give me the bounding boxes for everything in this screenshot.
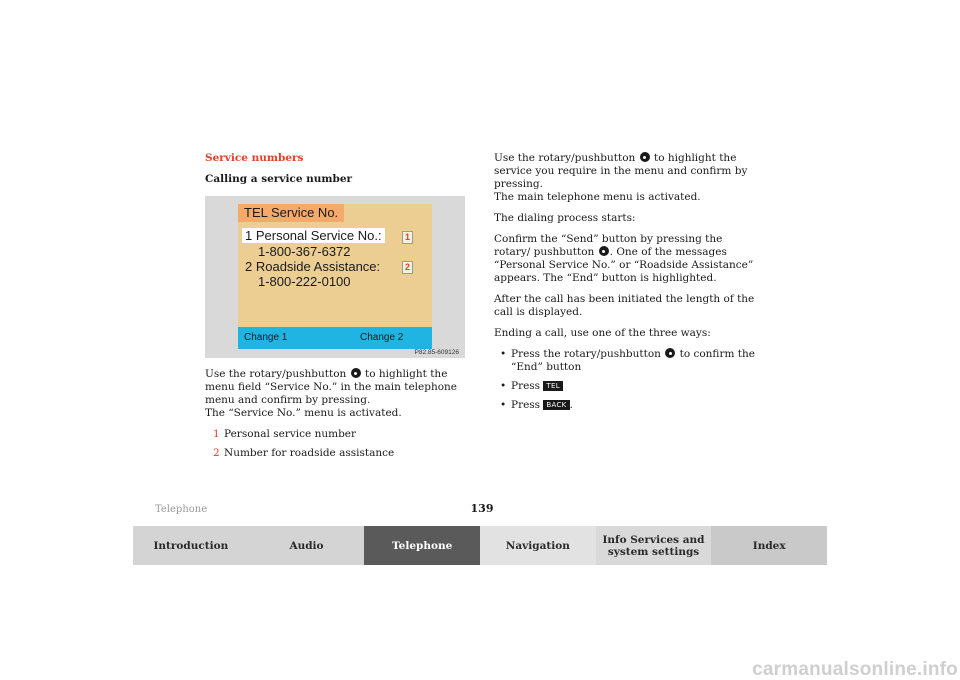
legend-text: Personal service number xyxy=(224,428,357,440)
instruction-paragraph xyxy=(205,368,465,420)
list-item-text: to confirm the “End” button xyxy=(511,348,755,373)
callout-marker-1: 1 xyxy=(402,231,413,244)
legend-number: 2 xyxy=(213,447,220,459)
footer-section-label: Telephone xyxy=(155,504,208,515)
instruction-text-end: to highlight the menu field “Service No.” in the main telephone menu and confirm by pressing. xyxy=(205,368,458,406)
tab-info-services[interactable]: Info Services and system settings xyxy=(596,526,712,565)
menu-item-roadside-assistance: 2 Roadside Assistance: xyxy=(245,259,381,274)
paragraph-confirm-send xyxy=(494,233,756,285)
softkey-change-1: Change 1 xyxy=(244,332,288,343)
tab-navigation[interactable]: Navigation xyxy=(480,526,596,565)
screen-title: TEL Service No. xyxy=(238,204,344,222)
instruction-text-start: Use the rotary/pushbutton xyxy=(205,368,347,380)
rotary-pushbutton-icon xyxy=(665,348,675,358)
paragraph-text: Confirm the “Send” button by pressing the rotary/ pushbutton xyxy=(494,233,723,258)
paragraph-dialing: The dialing process starts: xyxy=(494,212,636,224)
legend-text: Number for roadside assistance xyxy=(224,447,395,459)
subsection-title: Calling a service number xyxy=(205,173,353,185)
tab-audio[interactable]: Audio xyxy=(249,526,365,565)
list-item-text: Press xyxy=(511,399,541,411)
left-column xyxy=(205,152,465,466)
menu-item-personal-service: 1 Personal Service No.: xyxy=(242,228,385,243)
paragraph-call-length: After the call has been initiated the length of the call is displayed. xyxy=(494,293,755,318)
paragraph-text: . One of the messages “Personal Service No.” or “Roadside Assistance” appears. The “End” button is highlighted. xyxy=(494,246,754,284)
rotary-pushbutton-icon xyxy=(640,152,650,162)
callout-marker-2: 2 xyxy=(402,261,413,274)
legend-item xyxy=(213,447,465,460)
list-item xyxy=(494,348,756,374)
tab-index[interactable]: Index xyxy=(711,526,827,565)
chapter-tabs xyxy=(133,526,827,565)
legend-item xyxy=(213,428,465,441)
page-number: 139 xyxy=(470,502,494,515)
rotary-pushbutton-icon xyxy=(599,246,609,256)
paragraph-ending-call: Ending a call, use one of the three ways: xyxy=(494,327,711,339)
back-key-icon: BACK xyxy=(543,400,569,410)
list-item xyxy=(494,380,756,393)
right-column xyxy=(494,152,756,420)
list-item-text: Press the rotary/pushbutton xyxy=(511,348,661,360)
legend-number: 1 xyxy=(213,428,220,440)
paragraph-highlight-service xyxy=(494,152,756,204)
tel-service-screen xyxy=(238,204,432,349)
tab-introduction[interactable]: Introduction xyxy=(133,526,249,565)
paragraph-text: Use the rotary/pushbutton xyxy=(494,152,636,164)
list-item-text: Press xyxy=(511,380,541,392)
instruction-result: The “Service No.” menu is activated. xyxy=(205,407,402,419)
softkey-bar xyxy=(238,327,432,349)
section-title: Service numbers xyxy=(205,152,304,164)
tel-key-icon: TEL xyxy=(543,381,563,391)
paragraph-text: to highlight the service you require in the menu and confirm by pressing. xyxy=(494,152,748,190)
softkey-change-2: Change 2 xyxy=(360,332,404,343)
roadside-assistance-number: 1-800-222-0100 xyxy=(258,274,351,289)
rotary-pushbutton-icon xyxy=(351,368,361,378)
figure-id: P82.85-6091​26 xyxy=(414,349,459,356)
ending-call-list xyxy=(494,348,756,412)
personal-service-number: 1-800-367-6372 xyxy=(258,244,351,259)
service-numbers-figure xyxy=(205,196,465,358)
list-item-punctuation: . xyxy=(569,399,573,411)
paragraph-text: The main telephone menu is activated. xyxy=(494,191,701,203)
list-item xyxy=(494,399,756,412)
tab-telephone[interactable]: Telephone xyxy=(364,526,480,565)
watermark: carmanualsonline.info xyxy=(752,659,958,680)
